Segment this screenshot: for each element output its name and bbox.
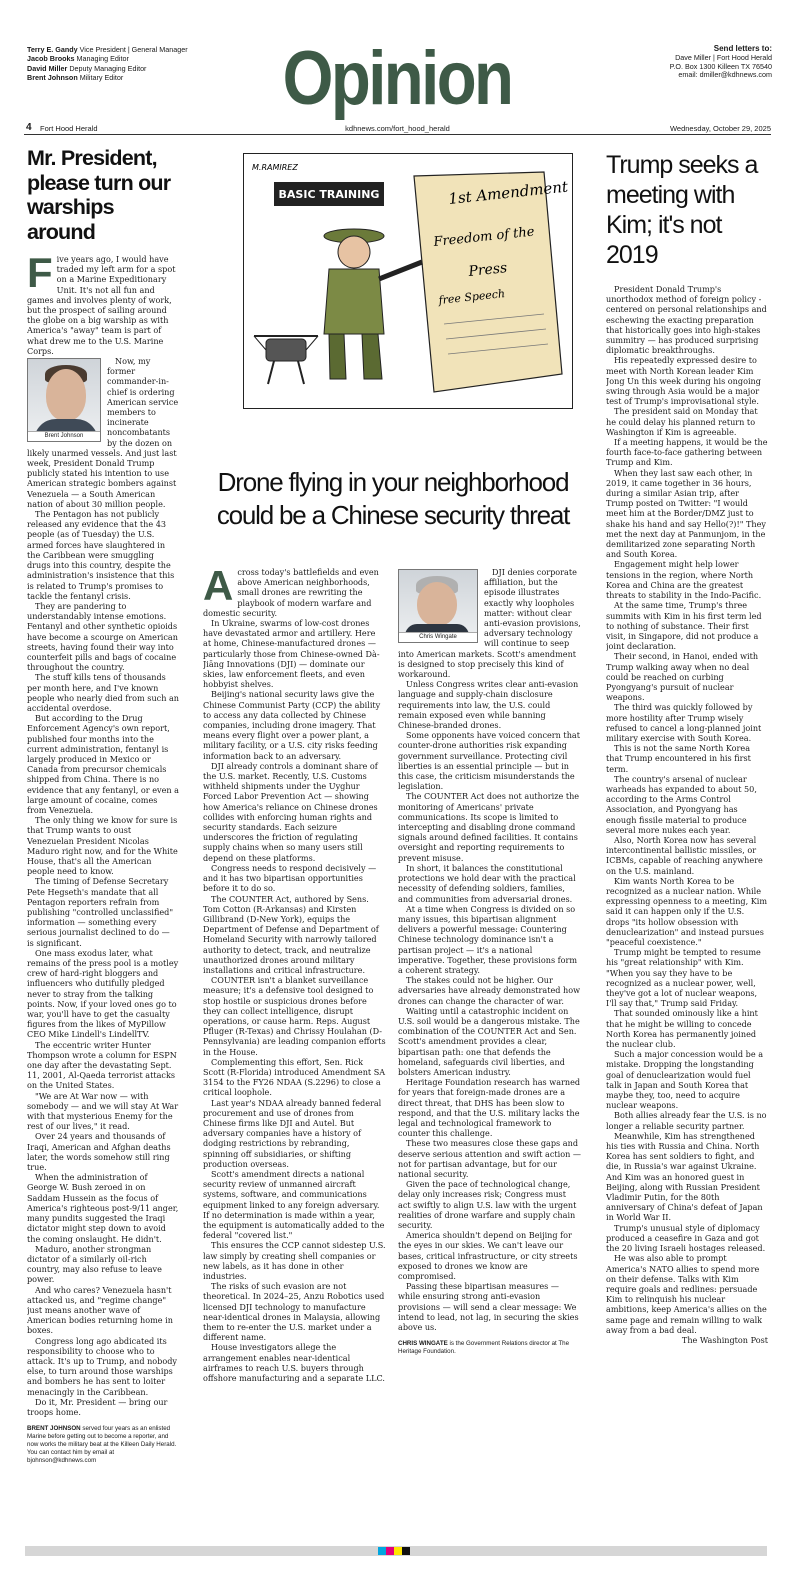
author-photo-chris-wingate xyxy=(398,569,478,643)
middle-author-bio: CHRIS WINGATE is the Government Relations director at The Heritage Foundation. xyxy=(398,1340,570,1356)
middle-headline: Drone flying in your neighborhood could be a Chinese security threat xyxy=(216,467,570,530)
right-article-body: President Donald Trump's unorthodox method of foreign policy - centered on personal relationships and eschewing the exacting preparation that historically goes into high-stakes summitry — has produced surprising diplomatic breakthroughs. His repeatedly expressed desire to meet with North Korean leader Kim Jong Un this week during his ongoing swing through Asia would be a major test of Trump's improvisational style. The president said on Monday that he could delay his planned return to Washington if Kim is agreeable. If a meeting happens, it would be the fourth face-to-face gathering between Trump and Kim. When they last saw each other, in 2019, it came together in 36 hours, during a similar Asian trip, after Trump posted on Twitter: "I would meet him at the Border/DMZ just to shake his hand and say Hello(?)!" They met the next day at Panmunjom, in the demilitarized zone separating North and South Korea. Engagement might help lower tensions in the region, where North Korea and China are the greatest threats to stability in the Indo-Pacific. At the same time, Trump's three summits with Kim in his first term led to nothing of substance. Their first visit, in Singapore, did not produce a joint declaration. Their second, in Hanoi, ended with Trump walking away when no deal could be reached on curbing Pyongyang's pursuit of nuclear weapons. The third was quickly followed by more hostility after Trump wisely refused to cancel a long-planned joint military exercise with South Korea. This is not the same North Korea that Trump encountered in his first term. The country's arsenal of nuclear warheads has expanded to about 50, according to the Arms Control Association, and Pyongyang has enough fissile material to produce several more nukes each year. Also, North Korea now has several intercontinental ballistic missiles, or ICBMs, capable of reaching anywhere on the U.S. mainland. Kim wants North Korea to be recognized as a nuclear nation. While expressing openness to a meeting, Kim said it can happen only if the U.S. drops "its hollow obsession with denuclearization" and instead pursues "peaceful coexistence." Trump might be tempted to resume his "great relationship" with Kim. "When you say they have to be recognized as a nuclear power, well, they've got a lot of nuclear weapons, I'll say that," Trump said Friday. That sounded ominously like a hint that he might be willing to concede North Korea has permanently joined the nuclear club. Such a major concession would be a mistake. Dropping the longstanding goal of denuclearization would fuel talk in Japan and South Korea that maybe they, too, need to acquire nuclear weapons. Both allies already fear the U.S. is no longer a reliable security partner. Meanwhile, Kim has strengthened his ties with Russia and China. North Korea has sent soldiers to fight, and die, in Russia's war against Ukraine. And Kim was an honored guest in Beijing, along with Russian President Vladimir Putin, for the 80th anniversary of China's defeat of Japan in World War II. Trump's unusual style of diplomacy produced a ceasefire in Gaza and got the 20 living Israeli hostages released. He was also able to prompt America's NATO allies to spend more on their defense. Talks with Kim require goals and redlines: persuade Kim to relinquish his nuclear ambitions, keep America's allies on the same page and remain willing to walk away from a bad deal. The Washington Post xyxy=(606,284,768,1345)
scroll-line: Press xyxy=(467,260,508,280)
editorial-cartoon xyxy=(243,153,573,409)
right-column xyxy=(606,150,768,1542)
photo-caption: Chris Wingate xyxy=(399,632,477,642)
cartoon-signature: M.RAMIREZ xyxy=(252,163,298,172)
photo-caption: Brent Johnson xyxy=(28,431,100,441)
staff-line: Jacob Brooks Managing Editor xyxy=(27,54,129,64)
left-column xyxy=(27,146,179,1542)
letters-heading: Send letters to: xyxy=(713,44,772,53)
scroll-title: 1st Amendment xyxy=(447,177,569,208)
staff-line: David Miller Deputy Managing Editor xyxy=(27,63,147,73)
cartoon-drawing xyxy=(244,154,573,409)
staff-line: Terry E. Gandy Vice President | General Manager xyxy=(27,45,188,54)
page-folio xyxy=(24,121,771,135)
middle-column-2: Chris Wingate DJI denies corporate affiliation, but the episode illustrates exactly why loopholes matter: without clear anti-evasion provisions, adversary technology will continue to seep into American markets. Scott's amendment is designed to stop precisely this kind of workaround. Unless Congress writes clear anti-evasion language and supply-chain disclosure requirements into law, the U.S. could remain exposed even while banning Chinese-branded drones. Some opponents have voiced concern that counter-drone authorities risk expanding government surveillance. Protecting civil liberties is an essential principle — but in this case, the criticism misunderstands the legislation. The COUNTER Act does not authorize the monitoring of Americans' private communications. Its scope is limited to intercepting and disabling drone command signals around defined facilities. It contains oversight and reporting requirements to prevent misuse. In short, it balances the constitutional protections we hold dear with the practical necessity of defending soldiers, families, and communities from adversarial drones. At a time when Congress is divided on so many issues, this bipartisan alignment delivers a powerful message: Countering Chinese technology dominance isn't a partisan project — it's a national imperative. Together, these provisions form a coherent strategy. The stakes could not be higher. Our adversaries have already demonstrated how drones can change the character of war. Waiting until a catastrophic incident on U.S. soil would be a dangerous mistake. The combination of the COUNTER Act and Sen. Scott's amendment provides a clear, bipartisan path: one that defends the homeland, safeguards civil liberties, and bolsters American industry. Heritage Foundation research has warned for years that foreign-made drones are a direct threat, that DHS has been slow to respond, and that the U.S. military lacks the legal and technological framework to counter this challenge. These two measures close these gaps and deserve serious attention and swift action — not for partisan advantage, but for our national security. Given the pace of technological change, delay only increases risk; Congress must act swiftly to align U.S. law with the urgent realities of drone warfare and supply chain security. America shouldn't depend on Beijing for the eyes in our skies. We can't leave our bases, critical infrastructure, or city streets exposed to drones we know are compromised. Passing these bipartisan measures — while ensuring strong anti-evasion provisions — will send a clear message: We intend to lead, not lag, in securing the skies above us. CHRIS WINGATE is the Government Relations director at The Heritage Foundation. xyxy=(398,567,581,1356)
site-url[interactable]: kdhnews.com/fort_hood_herald xyxy=(345,124,450,133)
middle-column-1: Across today's battlefields and even above American neighborhoods, small drones are rewriting the playbook of modern warfare and domestic security. In Ukraine, swarms of low-cost drones have devastated armor and artillery. Here at home, Chinese-manufactured drones — particularly those from Chinese-owned Dà-Jiāng Innovations (DJI) — dominate our skies, law enforcement fleets, and even hobbyist shelves. Beijing's national security laws give the Chinese Communist Party (CCP) the ability to access any data collected by Chinese companies, including drone imagery. That means every flight over a power plant, a military facility, or a U.S. city risks feeding information back to an adversary. DJI already controls a dominant share of the U.S. market. Recently, U.S. Customs withheld shipments under the Uyghur Forced Labor Prevention Act — showing how America's reliance on Chinese drones collides with enforcing human rights and security standards. Each seizure underscores the friction of regulating supply chains when so many users still depend on these platforms. Congress needs to respond decisively — and it has two bipartisan opportunities before it to do so. The COUNTER Act, authored by Sens. Tom Cotton (R-Arkansas) and Kirsten Gillibrand (D-New York), equips the Department of Defense and Department of Homeland Security with narrowly tailored authority to detect, track, and neutralize unauthorized drones around military installations and critical infrastructure. COUNTER isn't a blanket surveillance measure; it's a defensive tool designed to stop hostile or suspicious drones before they can collect intelligence, disrupt operations, or cause harm. Reps. August Pfluger (R-Texas) and Chrissy Houlahan (D-Pennsylvania) are leading companion efforts in the House. Complementing this effort, Sen. Rick Scott (R-Florida) introduced Amendment SA 3154 to the FY26 NDAA (S.2296) to close a critical loophole. Last year's NDAA already banned federal procurement and use of drones from Chinese firms like DJI and Autel. But adversary companies have a history of dodging restrictions by rebranding, spinning off subsidiaries, or shifting production overseas. Scott's amendment directs a national security review of unmanned aircraft systems, software, and communications equipment linked to any foreign adversary. If no determination is made within a year, the equipment is automatically added to the federal "covered list." This ensures the CCP cannot sidestep U.S. law simply by creating shell companies or new labels, as it has done in other industries. The risks of such evasion are not theoretical. In 2024–25, Anzu Robotics used licensed DJI technology to manufacture near-identical drones in Malaysia, allowing them to re-enter the U.S. market under a different name. House investigators allege the arrangement enables near-identical airframes to reach U.S. buyers through offshore manufacturing and a separate LLC. xyxy=(203,567,386,1384)
publication-name: Fort Hood Herald xyxy=(40,124,98,133)
letters-line: Dave Miller | Fort Hood Herald xyxy=(675,52,772,62)
amendment-scroll xyxy=(414,172,562,392)
left-author-bio: BRENT JOHNSON served four years as an enlisted Marine before getting out to become a reporter, and now works the military beat at the Killeen Daily Herald. You can contact him by email at bjohnson@kdhnews.com xyxy=(27,1425,177,1465)
right-headline: Trump seeks a meeting with Kim; it's not 2019 xyxy=(606,151,758,269)
letters-line: P.O. Box 1300 Killeen TX 76540 xyxy=(669,61,772,71)
page-number: 4 xyxy=(26,122,32,133)
drone-figure xyxy=(254,336,318,384)
right-credit: The Washington Post xyxy=(681,1334,768,1345)
staff-line: Brent Johnson Military Editor xyxy=(27,72,124,82)
author-photo-brent-johnson xyxy=(27,358,101,442)
sign-text: BASIC TRAINING xyxy=(278,188,380,201)
registration-marks xyxy=(378,1547,418,1555)
scroll-line: Freedom of the xyxy=(432,224,536,250)
left-article-body: Five years ago, I would have traded my left arm for a spot on a Marine Expeditionary Unit. It's not all fun and games and involves plenty of work, but the prospect of sailing around the globe on a big warship as with America's "away" team is part of what drew me to the U.S. Marine Corps. Brent Johnson Now, my former commander-in-chief is ordering American service members to incinerate noncombatants by the dozen on likely unarmed vessels. And just last week, President Donald Trump publicly stated his intention to use American strategic bombers against Venezuela — a South American nation of about 30 million people. The Pentagon has not publicly released any evidence that the 43 people (as of Tuesday) the U.S. armed forces have slaughtered in the Caribbean were smuggling drugs into this country, despite the administration's insistence that this is related to Trump's promises to tackle the fentanyl crisis. They are pandering to understandably intense emotions. Fentanyl and other synthetic opioids have become a scourge on American streets, having found their way into counterfeit pills and bags of cocaine throughout the country. The stuff kills tens of thousands per month here, and I've known people who nearly died from such an accidental overdose. But according to the Drug Enforcement Agency's own report, published four months into the current administration, fentanyl is largely produced in Mexico or Canada from precursor chemicals shipped from China. There is no evidence that any fentanyl, or even a large amount of cocaine, comes from Venezuela. The only thing we know for sure is that Trump wants to oust Venezuelan President Nicolas Maduro right now, and for the White House, that's all the American people need to know. The timing of Defense Secretary Pete Hegseth's mandate that all Pentagon reporters refrain from publishing "controlled unclassified" information — something every serious journalist declined to do — is significant. One mass exodus later, what remains of the press pool is a motley crew of hard-right bloggers and influencers who dutifully pledged never to stray from the talking points. Now, if your loved ones go to war, you'll have to get the casualty figures from the likes of MyPillow CEO Mike Lindell's LindellTV. The eccentric writer Hunter Thompson wrote a column for ESPN one day after the devastating Sept. 11, 2001, Al-Qaeda terrorist attacks on the United States. "We are At War now — with somebody — and we will stay At War with that mysterious Enemy for the rest of our lives," it read. Over 24 years and thousands of Iraqi, American and Afghan deaths later, the words somehow still ring true. When the administration of George W. Bush zeroed in on Saddam Hussein as the focus of America's righteous post-9/11 anger, many pundits suggested the Iraqi dictator might step down to avoid the coming onslaught. He didn't. Maduro, another strongman dictator of a similarly oil-rich country, may also refuse to leave power. And who cares? Venezuela hasn't attacked us, and "regime change" just means another wave of American bodies returning home in boxes. Congress long ago abdicated its responsibility to choose who to attack. It's up to Trump, and nobody else, to turn around those warships and bombers he has sent to loiter menacingly in the Caribbean. Do it, Mr. President — bring our troops home. BRENT JOHNSON served four years as an enlisted Marine before getting out to become a reporter, and now works the military beat at the Killeen Daily Herald. You can contact him by email at bjohnson@kdhnews.com xyxy=(27,249,179,1465)
scroll-line: free Speech xyxy=(437,287,506,307)
letters-box xyxy=(582,45,772,80)
left-dropcap: F xyxy=(27,249,53,296)
letters-email[interactable]: email: dmiller@kdhnews.com xyxy=(678,70,772,80)
section-logo: Opinion xyxy=(282,36,512,121)
left-headline: Mr. President, please turn our warships around xyxy=(27,146,171,244)
issue-date: Wednesday, October 29, 2025 xyxy=(669,124,771,133)
staff-list xyxy=(27,45,257,82)
middle-dropcap: A xyxy=(203,567,234,609)
drill-sergeant-figure xyxy=(324,229,422,379)
